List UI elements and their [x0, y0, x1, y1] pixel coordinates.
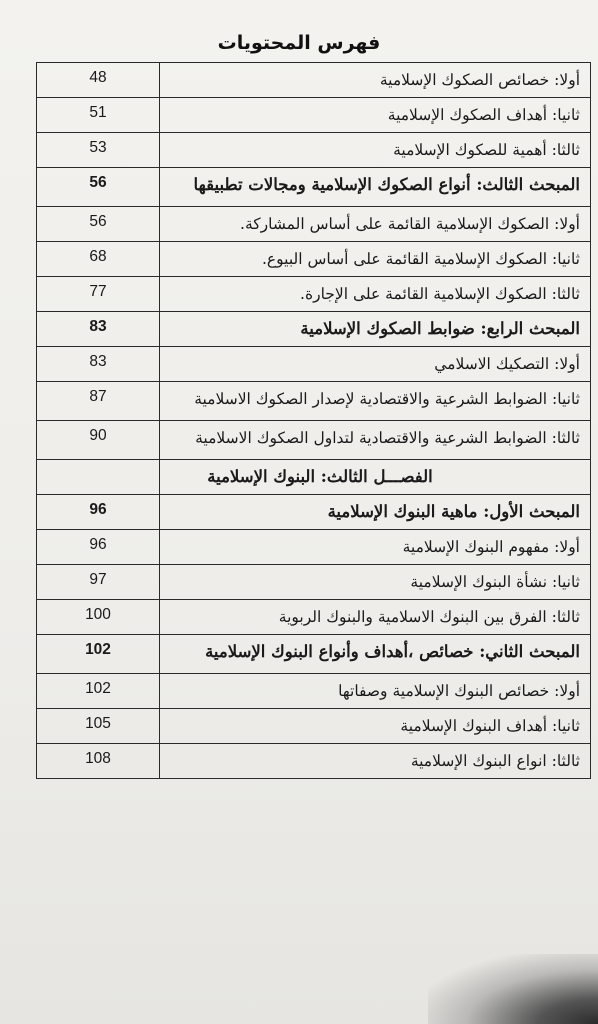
toc-entry-text: المبحث الرابع: ضوابط الصكوك الإسلامية: [160, 312, 591, 347]
toc-entry-text: ثالثا: الصكوك الإسلامية القائمة على الإجارة.: [160, 277, 591, 312]
toc-page-number: 102: [37, 635, 160, 674]
toc-entry-text: ثانيا: أهداف الصكوك الإسلامية: [160, 98, 591, 133]
toc-entry-text: أولا: الصكوك الإسلامية القائمة على أساس المشاركة.: [160, 207, 591, 242]
toc-page-number: 97: [37, 565, 160, 600]
toc-entry-text: ثالثا: الفرق بين البنوك الاسلامية والبنوك الربوية: [160, 600, 591, 635]
toc-section-row: [37, 168, 591, 207]
toc-item-row: [37, 421, 591, 460]
toc-page-number: 83: [37, 312, 160, 347]
toc-page-number: 100: [37, 600, 160, 635]
toc-entry-text: ثالثا: أهمية للصكوك الإسلامية: [160, 133, 591, 168]
toc-page-number: 96: [37, 530, 160, 565]
toc-page-number: 83: [37, 347, 160, 382]
toc-item-row: [37, 133, 591, 168]
toc-chapter-row: [37, 460, 591, 495]
toc-entry-text: الفصـــل الثالث: البنوك الإسلامية: [160, 460, 591, 495]
toc-entry-text: ثالثا: الضوابط الشرعية والاقتصادية لتداول الصكوك الاسلامية: [160, 421, 591, 460]
toc-page-number: 96: [37, 495, 160, 530]
toc-item-row: [37, 347, 591, 382]
toc-item-row: [37, 242, 591, 277]
toc-entry-text: المبحث الأول: ماهية البنوك الإسلامية: [160, 495, 591, 530]
toc-entry-text: ثانيا: نشأة البنوك الإسلامية: [160, 565, 591, 600]
toc-item-row: [37, 207, 591, 242]
toc-item-row: [37, 98, 591, 133]
toc-entry-text: المبحث الثالث: أنواع الصكوك الإسلامية ومجالات تطبيقها: [160, 168, 591, 207]
toc-entry-text: أولا: التصكيك الاسلامي: [160, 347, 591, 382]
toc-entry-text: ثانيا: الضوابط الشرعية والاقتصادية لإصدار الصكوك الاسلامية: [160, 382, 591, 421]
toc-page-number: 105: [37, 709, 160, 744]
toc-item-row: [37, 277, 591, 312]
toc-page-number: 90: [37, 421, 160, 460]
toc-page-number: 51: [37, 98, 160, 133]
toc-entry-text: أولا: خصائص البنوك الإسلامية وصفاتها: [160, 674, 591, 709]
page-corner-shadow: [428, 954, 598, 1024]
toc-item-row: [37, 565, 591, 600]
toc-page-number: [37, 460, 160, 495]
toc-item-row: [37, 382, 591, 421]
toc-page-number: 56: [37, 207, 160, 242]
toc-item-row: [37, 600, 591, 635]
toc-table: [36, 62, 591, 779]
toc-page-number: 77: [37, 277, 160, 312]
toc-section-row: [37, 312, 591, 347]
toc-item-row: [37, 530, 591, 565]
toc-entry-text: أولا: مفهوم البنوك الإسلامية: [160, 530, 591, 565]
toc-item-row: [37, 63, 591, 98]
toc-page-number: 48: [37, 63, 160, 98]
toc-item-row: [37, 744, 591, 779]
page-title: فهرس المحتويات: [217, 32, 381, 54]
toc-entry-text: ثانيا: الصكوك الإسلامية القائمة على أساس البيوع.: [160, 242, 591, 277]
toc-body: [37, 63, 591, 779]
toc-page-number: 87: [37, 382, 160, 421]
toc-item-row: [37, 709, 591, 744]
toc-entry-text: ثالثا: انواع البنوك الإسلامية: [160, 744, 591, 779]
toc-entry-text: المبحث الثاني: خصائص ،أهداف وأنواع البنوك الإسلامية: [160, 635, 591, 674]
toc-entry-text: ثانيا: أهداف البنوك الإسلامية: [160, 709, 591, 744]
toc-item-row: [37, 674, 591, 709]
toc-page-number: 53: [37, 133, 160, 168]
toc-page-number: 68: [37, 242, 160, 277]
toc-section-row: [37, 495, 591, 530]
toc-section-row: [37, 635, 591, 674]
toc-page-number: 108: [37, 744, 160, 779]
toc-entry-text: أولا: خصائص الصكوك الإسلامية: [160, 63, 591, 98]
toc-page-number: 102: [37, 674, 160, 709]
toc-page-number: 56: [37, 168, 160, 207]
